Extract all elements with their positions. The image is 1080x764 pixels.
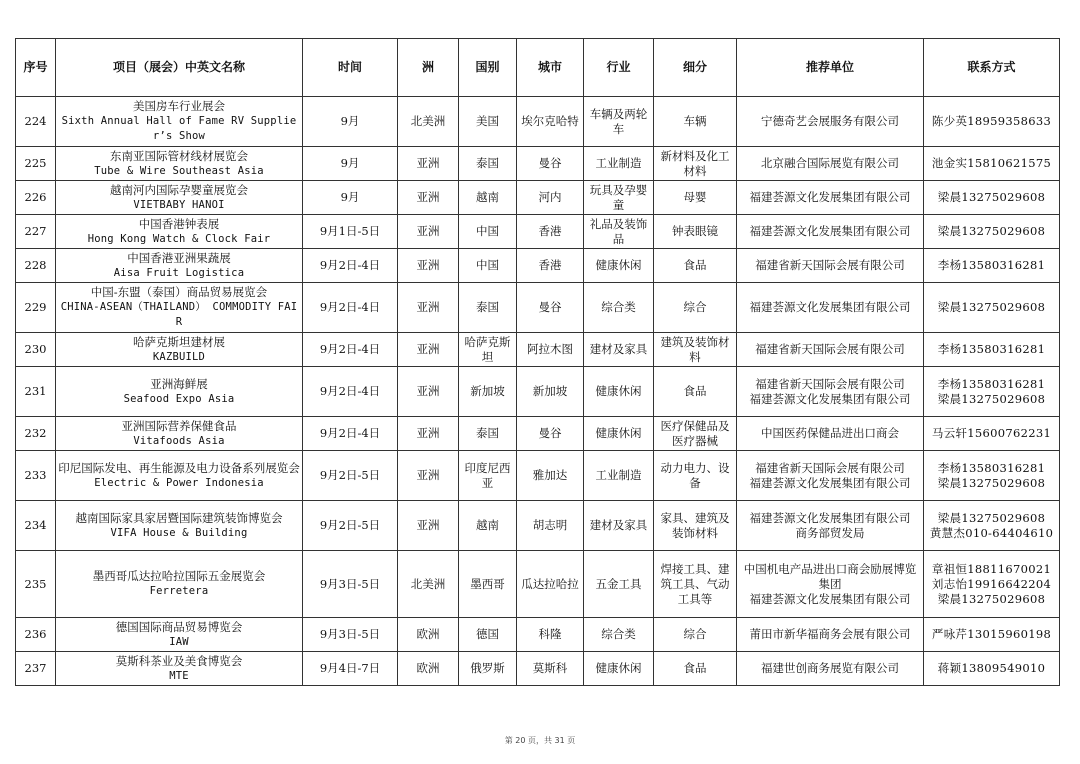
recommending-unit — [737, 417, 924, 451]
row-number: 225 — [16, 147, 56, 181]
exhibition-name-cn: 中国香港钟表展 — [138, 216, 220, 231]
exhibition-name-en: KAZBUILD — [152, 350, 206, 363]
exhibition-country: 泰国 — [459, 283, 517, 333]
exhibition-name-cn: 中国香港亚洲果蔬展 — [127, 250, 231, 265]
exhibition-name-en: MTE — [169, 669, 189, 682]
exhibition-time: 9月 — [303, 97, 398, 147]
table-row — [16, 501, 1060, 551]
exhibition-name-en: Aisa Fruit Logistica — [113, 266, 245, 279]
contact-line: 李杨13580316281 — [937, 376, 1046, 391]
page-footer: 第 20 页，共 31 页 — [504, 736, 576, 745]
recommending-unit — [737, 283, 924, 333]
contact-info — [924, 652, 1060, 686]
recommending-unit-line: 北京融合国际展览有限公司 — [761, 156, 899, 170]
exhibition-industry: 玩具及孕婴童 — [584, 181, 654, 215]
contact-line: 梁晨13275029608 — [937, 510, 1046, 525]
exhibition-country: 中国 — [459, 215, 517, 249]
exhibition-subcategory: 钟表眼镜 — [654, 215, 737, 249]
exhibition-name — [56, 652, 303, 686]
header-contact: 联系方式 — [924, 39, 1060, 97]
exhibition-city: 莫斯科 — [517, 652, 584, 686]
exhibition-country: 新加坡 — [459, 367, 517, 417]
contact-line: 刘志怡19916642204 — [931, 576, 1052, 591]
contact-line: 梁晨13275029608 — [937, 300, 1046, 314]
exhibition-city: 阿拉木图 — [517, 333, 584, 367]
row-number: 229 — [16, 283, 56, 333]
exhibition-continent: 亚洲 — [398, 181, 459, 215]
row-number: 235 — [16, 551, 56, 618]
contact-info — [924, 147, 1060, 181]
exhibition-name — [56, 501, 303, 551]
exhibition-industry: 健康休闲 — [584, 652, 654, 686]
exhibition-city: 曼谷 — [517, 147, 584, 181]
recommending-unit — [737, 333, 924, 367]
exhibition-continent: 亚洲 — [398, 367, 459, 417]
recommending-unit-line: 福建省新天国际会展有限公司 — [755, 258, 905, 272]
contact-line: 梁晨13275029608 — [937, 224, 1046, 238]
exhibition-time: 9月2日-4日 — [303, 249, 398, 283]
header-city: 城市 — [517, 39, 584, 97]
table-row — [16, 417, 1060, 451]
exhibition-country: 泰国 — [459, 147, 517, 181]
exhibition-continent: 亚洲 — [398, 451, 459, 501]
exhibition-subcategory: 焊接工具、建筑工具、气动工具等 — [654, 551, 737, 618]
exhibition-name — [56, 283, 303, 333]
exhibition-name — [56, 97, 303, 147]
exhibition-name-cn: 美国房车行业展会 — [133, 99, 225, 113]
exhibition-name — [56, 451, 303, 501]
table-header-row — [16, 39, 1060, 97]
exhibition-name-cn: 亚洲国际营养保健食品 — [121, 418, 237, 433]
contact-info — [924, 551, 1060, 618]
contact-line: 蒋颖13809549010 — [937, 661, 1046, 675]
header-continent: 洲 — [398, 39, 459, 97]
contact-line: 李杨13580316281 — [937, 342, 1046, 356]
recommending-unit — [737, 652, 924, 686]
recommending-unit-line: 福建荟源文化发展集团有限公司 — [749, 300, 911, 314]
header-no: 序号 — [16, 39, 56, 97]
exhibition-city: 雅加达 — [517, 451, 584, 501]
recommending-unit-line: 福建荟源文化发展集团有限公司 — [749, 591, 911, 606]
row-number: 230 — [16, 333, 56, 367]
exhibition-industry: 综合类 — [584, 618, 654, 652]
exhibition-name-cn: 印尼国际发电、再生能源及电力设备系列展览会 — [58, 460, 300, 475]
recommending-unit — [737, 551, 924, 618]
contact-line: 章祖恒18811670021 — [931, 561, 1052, 576]
table-row — [16, 97, 1060, 147]
header-unit: 推荐单位 — [737, 39, 924, 97]
exhibition-name — [56, 551, 303, 618]
exhibition-industry: 健康休闲 — [584, 417, 654, 451]
recommending-unit-line: 福建荟源文化发展集团有限公司 — [749, 391, 911, 406]
exhibition-name-cn: 墨西哥瓜达拉哈拉国际五金展览会 — [92, 569, 266, 583]
exhibition-country: 泰国 — [459, 417, 517, 451]
exhibition-name-en: Vitafoods Asia — [133, 434, 225, 447]
recommending-unit-line: 中国医药保健品进出口商会 — [761, 426, 899, 440]
exhibition-name-en: Seafood Expo Asia — [123, 392, 235, 405]
recommending-unit — [737, 215, 924, 249]
row-number: 233 — [16, 451, 56, 501]
contact-info — [924, 501, 1060, 551]
recommending-unit — [737, 618, 924, 652]
contact-line: 池金实15810621575 — [931, 156, 1052, 170]
exhibition-name-cn: 东南亚国际管材线材展览会 — [110, 148, 248, 163]
exhibition-country: 俄罗斯 — [459, 652, 517, 686]
exhibition-subcategory: 建筑及装饰材料 — [654, 333, 737, 367]
exhibition-name — [56, 417, 303, 451]
recommending-unit-line: 福建荟源文化发展集团有限公司 — [749, 475, 911, 490]
header-sub: 细分 — [654, 39, 737, 97]
exhibition-name — [56, 249, 303, 283]
exhibition-industry: 工业制造 — [584, 147, 654, 181]
exhibition-time: 9月2日-5日 — [303, 451, 398, 501]
exhibition-name-cn: 德国国际商品贸易博览会 — [115, 619, 243, 634]
exhibition-name — [56, 367, 303, 417]
recommending-unit-line: 福建荟源文化发展集团有限公司 — [749, 224, 911, 238]
contact-line: 李杨13580316281 — [937, 258, 1046, 272]
exhibition-continent: 亚洲 — [398, 501, 459, 551]
table-row — [16, 181, 1060, 215]
row-number: 234 — [16, 501, 56, 551]
exhibition-name-en: Electric & Power Indonesia — [94, 476, 264, 489]
exhibition-country: 美国 — [459, 97, 517, 147]
exhibition-industry: 健康休闲 — [584, 249, 654, 283]
row-number: 236 — [16, 618, 56, 652]
exhibition-name-en: Ferretera — [149, 585, 209, 597]
contact-line: 陈少英18959358633 — [931, 114, 1052, 128]
exhibition-continent: 亚洲 — [398, 249, 459, 283]
exhibition-city: 新加坡 — [517, 367, 584, 417]
exhibition-city: 瓜达拉哈拉 — [517, 551, 584, 618]
exhibition-industry: 工业制造 — [584, 451, 654, 501]
recommending-unit — [737, 97, 924, 147]
recommending-unit-line: 福建省新天国际会展有限公司 — [755, 376, 905, 391]
contact-line: 马云轩15600762231 — [931, 426, 1052, 440]
header-country: 国别 — [459, 39, 517, 97]
exhibition-time: 9月3日-5日 — [303, 551, 398, 618]
contact-line: 梁晨13275029608 — [937, 190, 1046, 204]
exhibition-city: 香港 — [517, 249, 584, 283]
recommending-unit-line: 宁德奇艺会展服务有限公司 — [761, 114, 899, 128]
recommending-unit — [737, 147, 924, 181]
contact-info — [924, 451, 1060, 501]
exhibition-subcategory: 母婴 — [654, 181, 737, 215]
exhibition-subcategory: 食品 — [654, 367, 737, 417]
contact-line: 梁晨13275029608 — [937, 391, 1046, 406]
contact-info — [924, 367, 1060, 417]
table-row — [16, 249, 1060, 283]
exhibition-industry: 礼品及装饰品 — [584, 215, 654, 249]
exhibition-continent: 北美洲 — [398, 97, 459, 147]
exhibition-time: 9月2日-4日 — [303, 367, 398, 417]
contact-line: 梁晨13275029608 — [937, 591, 1046, 606]
exhibition-country: 越南 — [459, 181, 517, 215]
exhibition-time: 9月2日-5日 — [303, 501, 398, 551]
exhibition-industry: 五金工具 — [584, 551, 654, 618]
recommending-unit — [737, 501, 924, 551]
exhibition-industry: 综合类 — [584, 283, 654, 333]
exhibition-city: 胡志明 — [517, 501, 584, 551]
row-number: 232 — [16, 417, 56, 451]
contact-info — [924, 333, 1060, 367]
exhibition-continent: 北美洲 — [398, 551, 459, 618]
row-number: 228 — [16, 249, 56, 283]
table-row — [16, 551, 1060, 618]
table-row — [16, 367, 1060, 417]
contact-line: 黄慧杰010-64404610 — [929, 525, 1054, 540]
exhibition-table — [15, 38, 1060, 686]
exhibition-time: 9月4日-7日 — [303, 652, 398, 686]
exhibition-city: 科隆 — [517, 618, 584, 652]
exhibition-name — [56, 147, 303, 181]
exhibition-name-cn: 越南国际家具家居暨国际建筑装饰博览会 — [75, 510, 283, 525]
exhibition-name — [56, 215, 303, 249]
exhibition-name-cn: 莫斯科茶业及美食博览会 — [115, 653, 243, 668]
recommending-unit-line: 福建省新天国际会展有限公司 — [755, 342, 905, 356]
exhibition-subcategory: 家具、建筑及装饰材料 — [654, 501, 737, 551]
contact-info — [924, 97, 1060, 147]
exhibition-time: 9月3日-5日 — [303, 618, 398, 652]
exhibition-continent: 亚洲 — [398, 333, 459, 367]
exhibition-name-en: VIFA House & Building — [110, 526, 248, 539]
exhibition-name-en: VIETBABY HANOI — [133, 198, 225, 211]
exhibition-time: 9月2日-4日 — [303, 283, 398, 333]
exhibition-subcategory: 食品 — [654, 652, 737, 686]
exhibition-continent: 亚洲 — [398, 215, 459, 249]
recommending-unit — [737, 249, 924, 283]
exhibition-subcategory: 车辆 — [654, 97, 737, 147]
exhibition-country: 德国 — [459, 618, 517, 652]
exhibition-continent: 欧洲 — [398, 618, 459, 652]
contact-info — [924, 181, 1060, 215]
recommending-unit-line: 莆田市新华福商务会展有限公司 — [749, 627, 911, 641]
exhibition-subcategory: 新材料及化工材料 — [654, 147, 737, 181]
exhibition-industry: 健康休闲 — [584, 367, 654, 417]
contact-info — [924, 215, 1060, 249]
header-time: 时间 — [303, 39, 398, 97]
exhibition-subcategory: 综合 — [654, 618, 737, 652]
exhibition-name-en: Hong Kong Watch & Clock Fair — [87, 232, 271, 245]
table-row — [16, 652, 1060, 686]
exhibition-country: 墨西哥 — [459, 551, 517, 618]
exhibition-country: 越南 — [459, 501, 517, 551]
exhibition-subcategory: 食品 — [654, 249, 737, 283]
exhibition-name — [56, 333, 303, 367]
recommending-unit-line: 福建省新天国际会展有限公司 — [755, 460, 905, 475]
row-number: 224 — [16, 97, 56, 147]
row-number: 237 — [16, 652, 56, 686]
exhibition-city: 埃尔克哈特 — [517, 97, 584, 147]
exhibition-city: 河内 — [517, 181, 584, 215]
contact-line: 李杨13580316281 — [937, 460, 1046, 475]
exhibition-subcategory: 医疗保健品及医疗器械 — [654, 417, 737, 451]
exhibition-name-cn: 哈萨克斯坦建材展 — [133, 334, 225, 349]
recommending-unit-line: 福建荟源文化发展集团有限公司 — [749, 510, 911, 525]
recommending-unit — [737, 451, 924, 501]
exhibition-name-en: Sixth Annual Hall of Fame RV Supplier’s Show — [61, 115, 297, 142]
exhibition-city: 香港 — [517, 215, 584, 249]
table-row — [16, 283, 1060, 333]
exhibition-continent: 欧洲 — [398, 652, 459, 686]
exhibition-country: 哈萨克斯坦 — [459, 333, 517, 367]
table-row — [16, 333, 1060, 367]
exhibition-name-cn: 亚洲海鲜展 — [150, 376, 208, 391]
exhibition-continent: 亚洲 — [398, 417, 459, 451]
exhibition-name — [56, 181, 303, 215]
exhibition-time: 9月1日-5日 — [303, 215, 398, 249]
exhibition-city: 曼谷 — [517, 417, 584, 451]
contact-line: 严咏芹13015960198 — [931, 627, 1052, 641]
exhibition-subcategory: 综合 — [654, 283, 737, 333]
exhibition-continent: 亚洲 — [398, 147, 459, 181]
exhibition-industry: 车辆及两轮车 — [584, 97, 654, 147]
exhibition-time: 9月2日-4日 — [303, 417, 398, 451]
exhibition-industry: 建材及家具 — [584, 333, 654, 367]
table-row — [16, 451, 1060, 501]
row-number: 227 — [16, 215, 56, 249]
table-row — [16, 618, 1060, 652]
contact-info — [924, 283, 1060, 333]
exhibition-name-cn: 越南河内国际孕婴童展览会 — [110, 182, 248, 197]
exhibition-time: 9月2日-4日 — [303, 333, 398, 367]
row-number: 226 — [16, 181, 56, 215]
exhibition-city: 曼谷 — [517, 283, 584, 333]
contact-info — [924, 618, 1060, 652]
exhibition-name-en: Tube & Wire Southeast Asia — [94, 164, 264, 177]
exhibition-time: 9月 — [303, 181, 398, 215]
exhibition-subcategory: 动力电力、设备 — [654, 451, 737, 501]
recommending-unit-line: 福建世创商务展览有限公司 — [761, 661, 899, 675]
table-row — [16, 147, 1060, 181]
contact-line: 梁晨13275029608 — [937, 475, 1046, 490]
exhibition-continent: 亚洲 — [398, 283, 459, 333]
exhibition-country: 印度尼西亚 — [459, 451, 517, 501]
exhibition-name — [56, 618, 303, 652]
contact-info — [924, 249, 1060, 283]
recommending-unit-line: 中国机电产品进出口商会励展博览集团 — [743, 561, 917, 591]
recommending-unit — [737, 367, 924, 417]
recommending-unit-line: 福建荟源文化发展集团有限公司 — [749, 190, 911, 204]
exhibition-time: 9月 — [303, 147, 398, 181]
row-number: 231 — [16, 367, 56, 417]
table-row — [16, 215, 1060, 249]
exhibition-name-en: CHINA-ASEAN（THAILAND） COMMODITY FAIR — [60, 301, 298, 328]
recommending-unit — [737, 181, 924, 215]
exhibition-industry: 建材及家具 — [584, 501, 654, 551]
exhibition-country: 中国 — [459, 249, 517, 283]
contact-info — [924, 417, 1060, 451]
header-industry: 行业 — [584, 39, 654, 97]
recommending-unit-line: 商务部贸发局 — [795, 525, 865, 540]
exhibition-name-cn: 中国-东盟（泰国）商品贸易展览会 — [90, 285, 268, 299]
header-name: 项目（展会）中英文名称 — [56, 39, 303, 97]
exhibition-name-en: IAW — [169, 635, 189, 648]
